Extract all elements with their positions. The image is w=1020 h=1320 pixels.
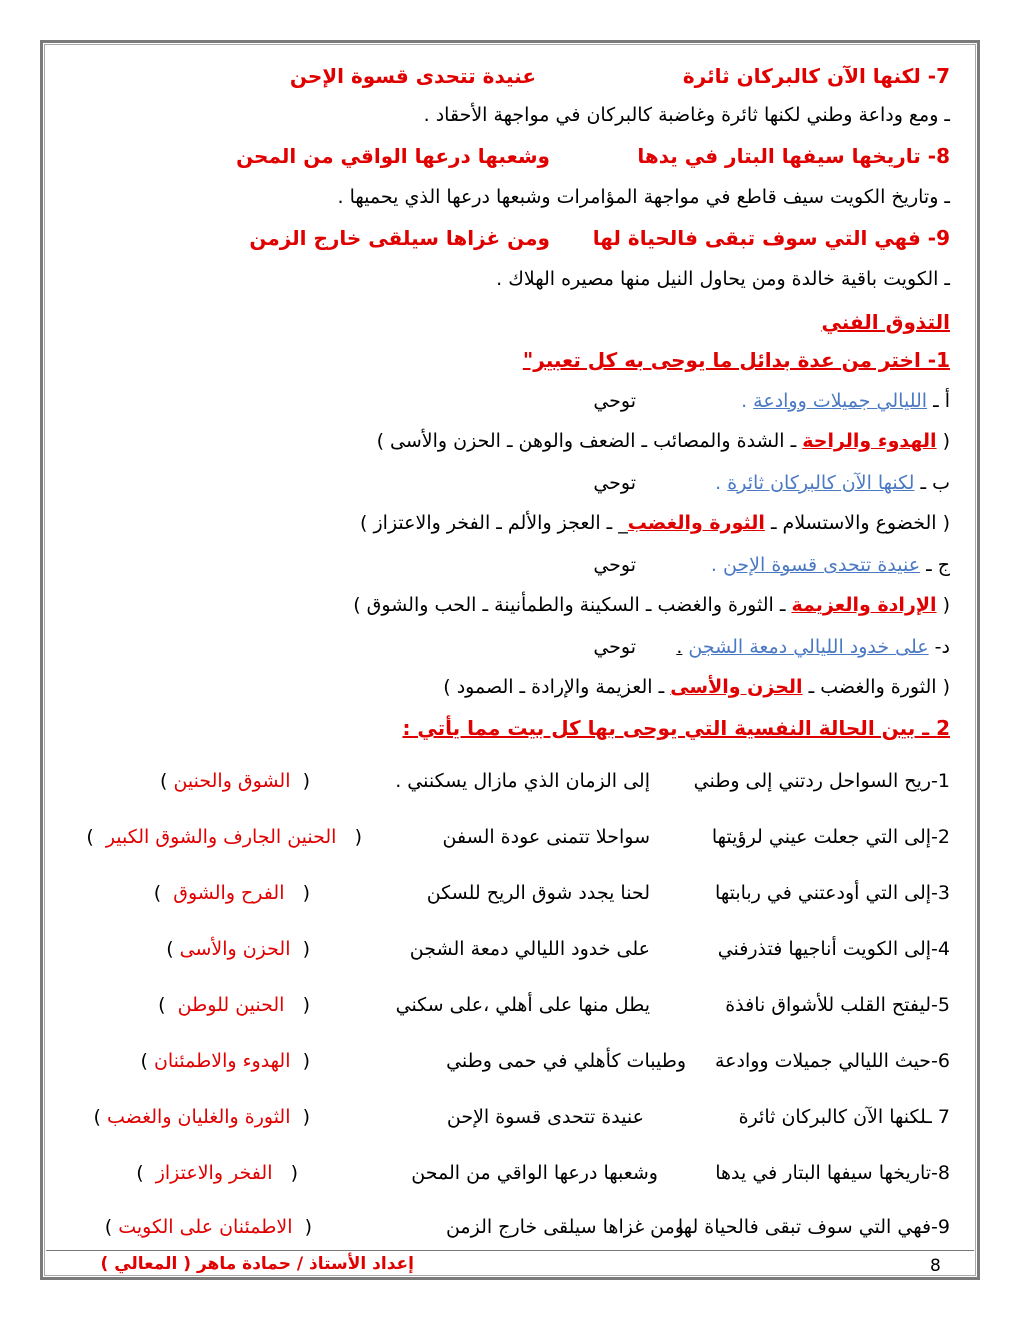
q1-item-c-options	[353, 596, 950, 615]
q1-item-a	[741, 392, 950, 411]
item-dot: .	[710, 554, 717, 576]
item-dot: .	[741, 390, 748, 412]
verse-7-explanation: ـ ومع وداعة وطني لكنها ثائرة وغاضبة كالبركان في مواجهة الأحقاد .	[423, 104, 950, 126]
option-text: (	[936, 594, 950, 616]
item-phrase: عنيدة تتحدى قسوة الإحن	[722, 554, 921, 576]
option-text: ( الخضوع والاستسلام ـ	[764, 512, 950, 534]
q1-item-b	[715, 474, 950, 493]
option-text: (	[936, 430, 950, 452]
option-text: ( الثورة والغضب ـ	[802, 676, 950, 698]
q1-item-a-verb: توحي	[593, 390, 636, 412]
q2-row-7-answer: ( الثورة والغليان والغضب )	[93, 1106, 310, 1128]
page-number: 8	[930, 1256, 941, 1276]
q2-row-9-first: 9-فهي التي سوف تبقى فالحياة لها	[677, 1216, 950, 1238]
q2-row-4-first: 4-إلى الكويت أناجيها فتذرفني	[717, 938, 950, 960]
verse-8-explanation: ـ وتاريخ الكويت سيف قاطع في مواجهة المؤامرات وشبعها درعها الذي يحميها .	[337, 186, 950, 208]
q2-row-5-first: 5-ليفتح القلب للأشواق نافذة	[725, 994, 950, 1016]
q2-row-5-second: يطل منها على أهلي ،على سكني	[395, 994, 650, 1016]
q2-row-8-second: وشعبها درعها الواقي من المحن	[411, 1162, 658, 1184]
item-letter: ج ـ	[926, 554, 950, 576]
q2-row-1-second: إلى الزمان الذي مازال يسكنني .	[395, 770, 650, 792]
verse-8-first: 8- تاريخها سيفها البتار في يدها	[637, 144, 950, 168]
item-phrase: لكنها الآن كالبركان ثائرة	[727, 472, 915, 494]
q2-row-6-answer: ( الهدوء والاطمئنان )	[140, 1050, 310, 1072]
item-phrase: الليالي جميلات ووادعة	[753, 390, 928, 412]
q2-row-4-second: على خدود الليالي دمعة الشجن	[409, 938, 650, 960]
verse-9-second: ومن غزاها سيلقى خارج الزمن	[249, 226, 550, 250]
q2-row-6-second: وطيبات كأهلي في حمى وطني	[446, 1050, 686, 1072]
q2-row-1-first: 1-ريح السواحل ردتني إلى وطني	[693, 770, 950, 792]
q2-row-1-answer: ( الشوق والحنين )	[159, 770, 310, 792]
q1-item-d-options	[443, 678, 950, 697]
option-answer: الإرادة والعزيمة	[791, 594, 937, 616]
q2-row-9-answer: ( الاطمئنان على الكويت )	[104, 1216, 312, 1238]
item-letter: أ ـ	[933, 390, 950, 412]
verse-9-first: 9- فهي التي سوف تبقى فالحياة لها	[592, 226, 950, 250]
q2-row-5-answer: ( الحنين للوطن )	[158, 994, 310, 1016]
q2-row-2-answer: ( الحنين الجارف والشوق الكبير )	[86, 826, 362, 848]
q2-title: 2 ـ بين الحالة النفسية التي يوحى بها كل بيت مما يأتي :	[402, 716, 950, 740]
q1-item-d	[676, 638, 950, 657]
q2-row-7-second: عنيدة تتحدى قسوة الإحن	[446, 1106, 644, 1128]
verse-7-second: عنيدة تتحدى قسوة الإحن	[289, 64, 536, 88]
q2-row-3-second: لحنا يجدد شوق الريح للسكن	[426, 882, 650, 904]
q1-item-b-options	[360, 514, 950, 533]
option-text: ـ الثورة والغضب ـ السكينة والطمأنينة ـ الحب والشوق )	[353, 594, 792, 616]
q2-row-2-second: سواحلا تتمنى عودة السفن	[442, 826, 650, 848]
q2-row-3-answer: ( الفرح والشوق )	[153, 882, 310, 904]
q2-row-3-first: 3-إلى التي أودعتني في ربابتها	[715, 882, 950, 904]
item-letter: د-	[934, 636, 950, 658]
q1-title: 1- اختر من عدة بدائل ما يوحى به كل تعبير"	[522, 348, 950, 372]
footer-divider	[46, 1250, 974, 1251]
q1-item-b-verb: توحي	[593, 472, 636, 494]
verse-9-explanation: ـ الكويت باقية خالدة ومن يحاول النيل منها مصيره الهلاك .	[496, 268, 950, 290]
q1-item-a-options	[377, 432, 950, 451]
option-answer: الثورة والغضب	[627, 512, 765, 534]
q2-row-7-first: 7 ـلكنها الآن كالبركان ثائرة	[738, 1106, 950, 1128]
q2-row-9-second: ومن غزاها سيلقى خارج الزمن	[445, 1216, 684, 1238]
q2-row-4-answer: ( الحزن والأسى )	[166, 938, 310, 960]
q2-row-8-first: 8-تاريخها سيفها البتار في يدها	[715, 1162, 950, 1184]
q1-item-d-verb: توحي	[593, 636, 636, 658]
section-title: التذوق الفني	[821, 310, 950, 334]
item-dot: .	[676, 636, 683, 658]
item-phrase: على خدود الليالي دمعة الشجن	[688, 636, 929, 658]
option-text: ـ العزيمة والإرادة ـ الصمود )	[443, 676, 671, 698]
option-answer: الحزن والأسى	[670, 676, 803, 698]
verse-8-second: وشعبها درعها الواقي من المحن	[236, 144, 550, 168]
option-text: ـ الشدة والمصائب ـ الضعف والوهن ـ الحزن والأسى )	[376, 430, 803, 452]
q2-row-6-first: 6-حيث الليالي جميلات ووادعة	[714, 1050, 950, 1072]
q1-item-c-verb: توحي	[593, 554, 636, 576]
q1-item-c	[711, 556, 950, 575]
item-dot: .	[715, 472, 722, 494]
q2-row-8-answer: ( الفخر والاعتزاز )	[136, 1162, 298, 1184]
option-text: _ ـ العجز والألم ـ الفخر والاعتزاز )	[360, 512, 628, 534]
item-letter: ب ـ	[920, 472, 950, 494]
footer-author: إعداد الأستاذ / حمادة ماهر ( المعالي )	[100, 1254, 414, 1274]
q2-row-2-first: 2-إلى التي جعلت عيني لرؤيتها	[711, 826, 950, 848]
option-answer: الهدوء والراحة	[802, 430, 937, 452]
verse-7-first: 7- لكنها الآن كالبركان ثائرة	[682, 64, 950, 88]
